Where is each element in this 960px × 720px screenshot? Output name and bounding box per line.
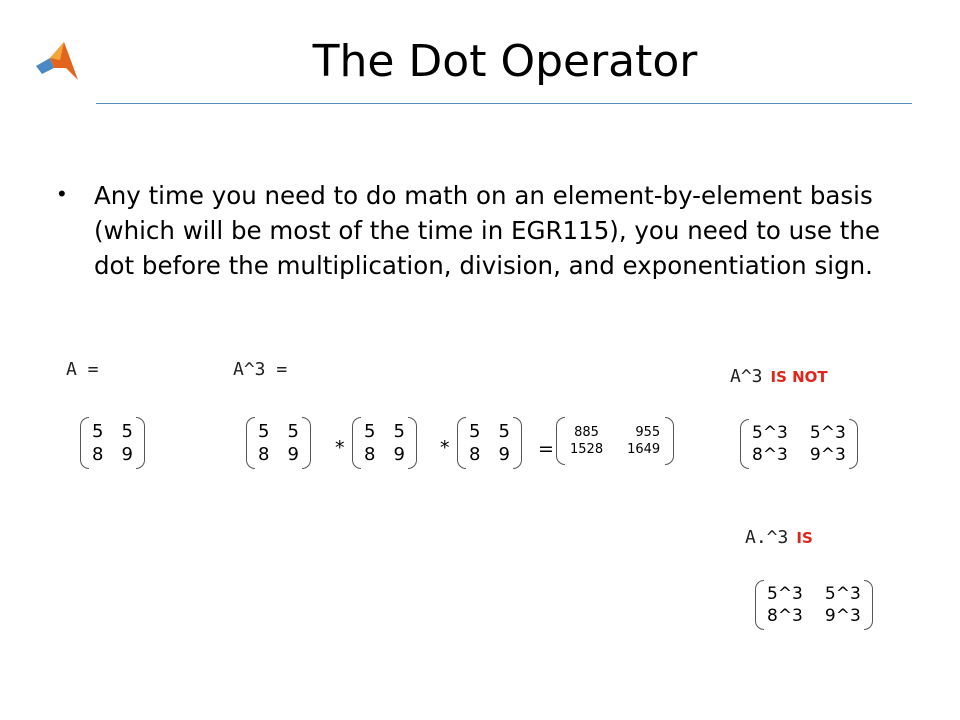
multiply-sign: * <box>440 437 450 459</box>
matrix-cell: 8 <box>469 444 481 465</box>
adot3-is-heading <box>745 527 813 548</box>
matrix-cell: 9 <box>393 444 405 465</box>
title-divider <box>96 103 912 104</box>
matrix-cell: 8^3 <box>767 606 803 626</box>
matrix-cell: 8 <box>364 444 376 465</box>
is-label: IS <box>796 529 813 547</box>
matrix-cell: 8^3 <box>752 445 788 465</box>
page-title: The Dot Operator <box>312 36 698 87</box>
matrix-cell: 5 <box>287 421 299 442</box>
matrix-cell: 8 <box>258 444 270 465</box>
matrix-cell: 5 <box>121 421 133 442</box>
matrix-cell: 5 <box>258 421 270 442</box>
a3-is-not-heading <box>730 366 828 387</box>
matrix-cell: 9^3 <box>809 445 846 465</box>
bullet-icon: • <box>58 181 66 206</box>
a3-label: A^3 = <box>233 359 288 380</box>
adot3-code: A.^3 <box>745 527 789 548</box>
matrix-cell: 5^3 <box>809 423 846 443</box>
matrix-cell: 5^3 <box>767 584 803 604</box>
matrix-cell: 1649 <box>627 442 661 457</box>
bullet-text: Any time you need to do math on an element-by-element basis (which will be most of the time in EGR115), you need to use the dot before the multiplication, division, and exponentiation sign. <box>94 181 880 280</box>
matrix-cell: 5 <box>498 421 510 442</box>
matrix-factor-1 <box>246 417 311 469</box>
matrix-cell: 5 <box>364 421 376 442</box>
a3-code: A^3 <box>730 366 763 387</box>
equals-sign: = <box>538 438 554 460</box>
matrix-cell: 5 <box>92 421 104 442</box>
matrix-cell: 5^3 <box>752 423 788 443</box>
matrix-cell: 9 <box>121 444 133 465</box>
matrix-cell: 5^3 <box>824 584 861 604</box>
matrix-cell: 9 <box>287 444 299 465</box>
matrix-cell: 955 <box>635 425 661 440</box>
matrix-result <box>556 417 674 465</box>
is-not-label: IS NOT <box>770 368 828 386</box>
matrix-is <box>755 580 873 630</box>
matrix-cell: 5 <box>393 421 405 442</box>
matrix-factor-3 <box>457 417 522 469</box>
multiply-sign: * <box>335 437 345 459</box>
matrix-cell: 1528 <box>570 442 604 457</box>
matrix-a <box>80 417 145 469</box>
matrix-cell: 9^3 <box>824 606 861 626</box>
a-label: A = <box>66 359 99 380</box>
matrix-factor-2 <box>352 417 417 469</box>
matrix-cell: 8 <box>92 444 104 465</box>
matrix-is-not <box>740 419 858 469</box>
matrix-cell: 885 <box>574 425 599 440</box>
matrix-cell: 9 <box>498 444 510 465</box>
matrix-cell: 5 <box>469 421 481 442</box>
